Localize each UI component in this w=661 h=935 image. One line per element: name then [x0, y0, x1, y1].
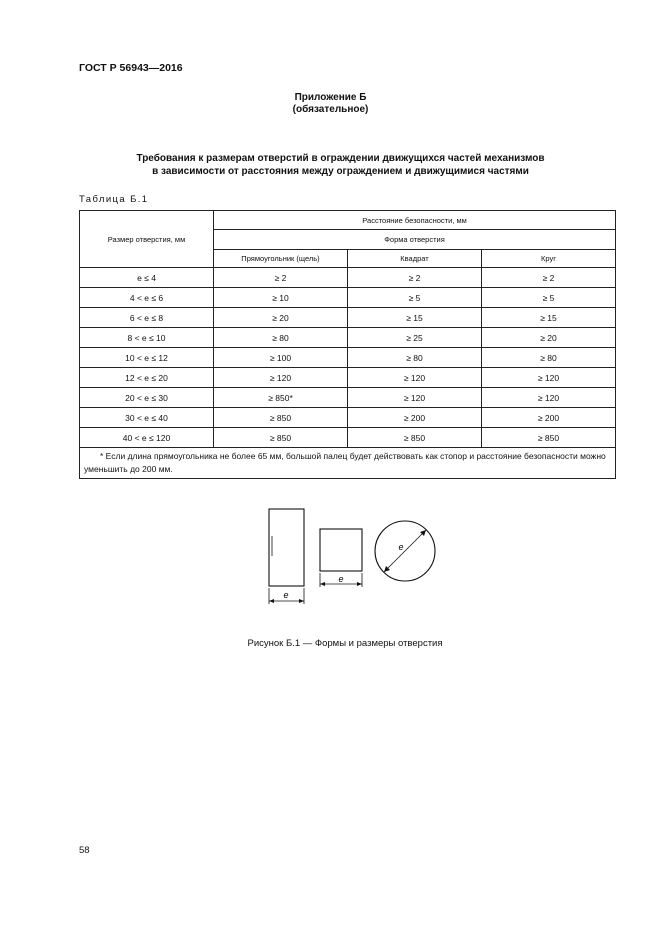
- table-row: [80, 328, 616, 348]
- cell-rectangle: ≥ 20: [214, 308, 348, 328]
- cell-square: ≥ 850: [348, 428, 482, 448]
- col-header-circle: Круг: [482, 250, 616, 268]
- cell-opening-size: 6 < e ≤ 8: [80, 308, 214, 328]
- cell-circle: ≥ 120: [482, 368, 616, 388]
- cell-opening-size: 4 < e ≤ 6: [80, 288, 214, 308]
- document-code: ГОСТ Р 56943—2016: [79, 62, 183, 74]
- appendix-title: Приложение Б: [294, 92, 367, 103]
- cell-square: ≥ 2: [348, 268, 482, 288]
- figure-caption: Рисунок Б.1 — Формы и размеры отверстия: [247, 638, 443, 649]
- cell-circle: ≥ 15: [482, 308, 616, 328]
- cell-circle: ≥ 5: [482, 288, 616, 308]
- section-title-line-1: Требования к размерам отверстий в ограждении движущихся частей механизмов: [136, 153, 545, 164]
- square-shape: [320, 529, 362, 571]
- cell-opening-size: 12 < e ≤ 20: [80, 368, 214, 388]
- cell-circle: ≥ 80: [482, 348, 616, 368]
- cell-square: ≥ 25: [348, 328, 482, 348]
- cell-rectangle: ≥ 10: [214, 288, 348, 308]
- cell-rectangle: ≥ 100: [214, 348, 348, 368]
- cell-circle: ≥ 850: [482, 428, 616, 448]
- cell-rectangle: ≥ 2: [214, 268, 348, 288]
- cell-square: ≥ 80: [348, 348, 482, 368]
- cell-rectangle: ≥ 850: [214, 428, 348, 448]
- cell-rectangle: ≥ 80: [214, 328, 348, 348]
- rectangle-slot-shape: [269, 509, 304, 586]
- cell-opening-size: 10 < e ≤ 12: [80, 348, 214, 368]
- cell-opening-size: e ≤ 4: [80, 268, 214, 288]
- table-row: [80, 388, 616, 408]
- cell-circle: ≥ 120: [482, 388, 616, 408]
- table-caption: Таблица Б.1: [79, 194, 149, 205]
- table-row: [80, 308, 616, 328]
- page-number: 58: [79, 845, 90, 856]
- table-footnote: * Если длина прямоугольника не более 65 мм, большой палец будет действовать как стопор и расстояние безопасности можно уменьшить до 200 мм.: [80, 448, 616, 479]
- cell-circle: ≥ 200: [482, 408, 616, 428]
- table-row: [80, 428, 616, 448]
- table-row: [80, 268, 616, 288]
- cell-rectangle: ≥ 850*: [214, 388, 348, 408]
- section-title-line-2: в зависимости от расстояния между ограждением и движущимися частями: [152, 166, 529, 177]
- cell-opening-size: 40 < e ≤ 120: [80, 428, 214, 448]
- cell-square: ≥ 15: [348, 308, 482, 328]
- col-header-opening-shape: Форма отверстия: [214, 230, 616, 250]
- table-row: [80, 348, 616, 368]
- col-header-safety-distance: Расстояние безопасности, мм: [214, 211, 616, 230]
- col-header-rectangle: Прямоугольник (щель): [214, 250, 348, 268]
- opening-shapes-figure: [255, 506, 475, 610]
- cell-square: ≥ 5: [348, 288, 482, 308]
- appendix-status: (обязательное): [292, 104, 369, 115]
- col-header-opening-size: Размер отверстия, мм: [80, 211, 214, 268]
- cell-rectangle: ≥ 120: [214, 368, 348, 388]
- circle-dimension-label: e: [398, 542, 404, 552]
- cell-square: ≥ 120: [348, 388, 482, 408]
- cell-square: ≥ 200: [348, 408, 482, 428]
- cell-opening-size: 20 < e ≤ 30: [80, 388, 214, 408]
- cell-circle: ≥ 20: [482, 328, 616, 348]
- circle-diameter-line: [384, 530, 426, 572]
- cell-square: ≥ 120: [348, 368, 482, 388]
- rectangle-dimension-label: e: [283, 590, 289, 600]
- col-header-square: Квадрат: [348, 250, 482, 268]
- table-row: [80, 288, 616, 308]
- cell-circle: ≥ 2: [482, 268, 616, 288]
- cell-rectangle: ≥ 850: [214, 408, 348, 428]
- table-row: [80, 408, 616, 428]
- cell-opening-size: 8 < e ≤ 10: [80, 328, 214, 348]
- cell-opening-size: 30 < e ≤ 40: [80, 408, 214, 428]
- table-row: [80, 368, 616, 388]
- opening-size-table: [79, 210, 616, 479]
- square-dimension-label: e: [338, 574, 344, 584]
